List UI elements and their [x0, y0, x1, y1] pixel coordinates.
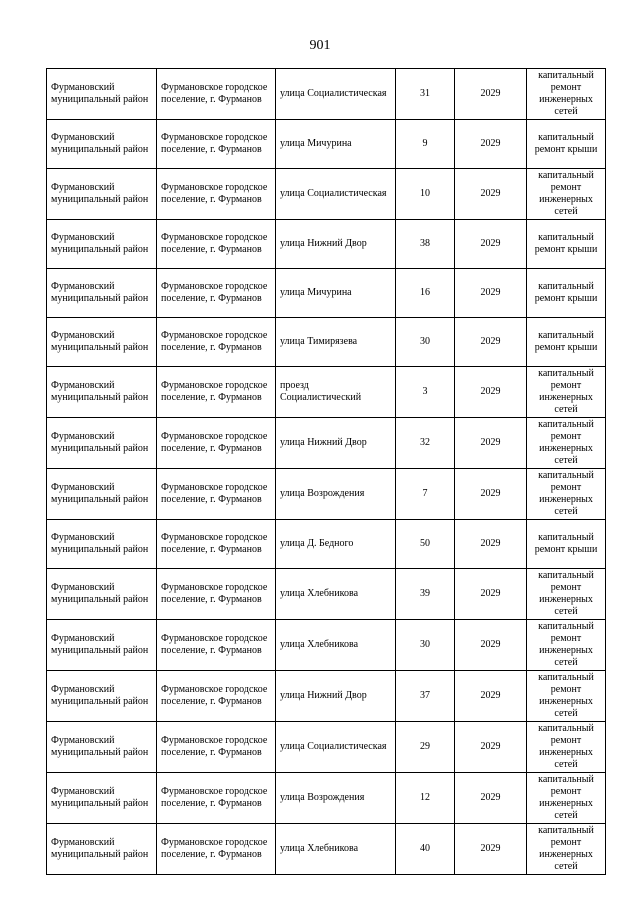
table-row	[47, 569, 606, 620]
house-number-cell: 29	[396, 722, 455, 773]
district-cell: Фурмановский муниципальный район	[47, 269, 157, 318]
table-row	[47, 824, 606, 875]
work-type-cell: капитальный ремонт инженерных сетей	[527, 773, 606, 824]
house-number-cell: 32	[396, 418, 455, 469]
work-type-cell: капитальный ремонт инженерных сетей	[527, 569, 606, 620]
settlement-cell: Фурмановское городское поселение, г. Фурманов	[157, 569, 276, 620]
work-type-cell: капитальный ремонт инженерных сетей	[527, 69, 606, 120]
district-cell: Фурмановский муниципальный район	[47, 722, 157, 773]
table-row	[47, 520, 606, 569]
district-cell: Фурмановский муниципальный район	[47, 469, 157, 520]
house-number-cell: 3	[396, 367, 455, 418]
work-type-cell: капитальный ремонт крыши	[527, 318, 606, 367]
street-cell: улица Хлебникова	[276, 824, 396, 875]
street-cell: улица Социалистическая	[276, 722, 396, 773]
house-number-cell: 37	[396, 671, 455, 722]
work-type-cell: капитальный ремонт инженерных сетей	[527, 620, 606, 671]
district-cell: Фурмановский муниципальный район	[47, 169, 157, 220]
district-cell: Фурмановский муниципальный район	[47, 418, 157, 469]
street-cell: улица Хлебникова	[276, 569, 396, 620]
street-cell: улица Мичурина	[276, 269, 396, 318]
year-cell: 2029	[455, 269, 527, 318]
district-cell: Фурмановский муниципальный район	[47, 671, 157, 722]
table-row	[47, 269, 606, 318]
district-cell: Фурмановский муниципальный район	[47, 367, 157, 418]
year-cell: 2029	[455, 367, 527, 418]
district-cell: Фурмановский муниципальный район	[47, 69, 157, 120]
district-cell: Фурмановский муниципальный район	[47, 569, 157, 620]
year-cell: 2029	[455, 671, 527, 722]
settlement-cell: Фурмановское городское поселение, г. Фурманов	[157, 620, 276, 671]
work-type-cell: капитальный ремонт инженерных сетей	[527, 367, 606, 418]
table-row	[47, 220, 606, 269]
table-row	[47, 620, 606, 671]
house-number-cell: 30	[396, 318, 455, 367]
settlement-cell: Фурмановское городское поселение, г. Фурманов	[157, 120, 276, 169]
settlement-cell: Фурмановское городское поселение, г. Фурманов	[157, 220, 276, 269]
year-cell: 2029	[455, 824, 527, 875]
work-type-cell: капитальный ремонт инженерных сетей	[527, 824, 606, 875]
table-row	[47, 169, 606, 220]
table-row	[47, 671, 606, 722]
street-cell: улица Социалистическая	[276, 69, 396, 120]
settlement-cell: Фурмановское городское поселение, г. Фурманов	[157, 469, 276, 520]
street-cell: улица Мичурина	[276, 120, 396, 169]
house-number-cell: 16	[396, 269, 455, 318]
work-type-cell: капитальный ремонт крыши	[527, 269, 606, 318]
year-cell: 2029	[455, 220, 527, 269]
district-cell: Фурмановский муниципальный район	[47, 773, 157, 824]
table-row	[47, 722, 606, 773]
settlement-cell: Фурмановское городское поселение, г. Фурманов	[157, 824, 276, 875]
settlement-cell: Фурмановское городское поселение, г. Фурманов	[157, 520, 276, 569]
work-type-cell: капитальный ремонт крыши	[527, 120, 606, 169]
house-number-cell: 38	[396, 220, 455, 269]
table-row	[47, 318, 606, 367]
house-number-cell: 39	[396, 569, 455, 620]
street-cell: улица Возрождения	[276, 469, 396, 520]
street-cell: улица Нижний Двор	[276, 671, 396, 722]
street-cell: улица Хлебникова	[276, 620, 396, 671]
year-cell: 2029	[455, 469, 527, 520]
settlement-cell: Фурмановское городское поселение, г. Фурманов	[157, 269, 276, 318]
work-type-cell: капитальный ремонт крыши	[527, 220, 606, 269]
street-cell: улица Д. Бедного	[276, 520, 396, 569]
table-row	[47, 469, 606, 520]
year-cell: 2029	[455, 520, 527, 569]
settlement-cell: Фурмановское городское поселение, г. Фурманов	[157, 671, 276, 722]
settlement-cell: Фурмановское городское поселение, г. Фурманов	[157, 318, 276, 367]
street-cell: улица Нижний Двор	[276, 418, 396, 469]
street-cell: улица Тимирязева	[276, 318, 396, 367]
year-cell: 2029	[455, 69, 527, 120]
year-cell: 2029	[455, 318, 527, 367]
district-cell: Фурмановский муниципальный район	[47, 620, 157, 671]
street-cell: проезд Социалистический	[276, 367, 396, 418]
house-number-cell: 50	[396, 520, 455, 569]
house-number-cell: 40	[396, 824, 455, 875]
registry-table-body	[47, 69, 606, 875]
house-number-cell: 12	[396, 773, 455, 824]
year-cell: 2029	[455, 418, 527, 469]
settlement-cell: Фурмановское городское поселение, г. Фурманов	[157, 367, 276, 418]
work-type-cell: капитальный ремонт инженерных сетей	[527, 169, 606, 220]
settlement-cell: Фурмановское городское поселение, г. Фурманов	[157, 69, 276, 120]
settlement-cell: Фурмановское городское поселение, г. Фурманов	[157, 722, 276, 773]
table-row	[47, 367, 606, 418]
settlement-cell: Фурмановское городское поселение, г. Фурманов	[157, 418, 276, 469]
house-number-cell: 7	[396, 469, 455, 520]
settlement-cell: Фурмановское городское поселение, г. Фурманов	[157, 169, 276, 220]
work-type-cell: капитальный ремонт инженерных сетей	[527, 671, 606, 722]
table-row	[47, 418, 606, 469]
work-type-cell: капитальный ремонт инженерных сетей	[527, 418, 606, 469]
year-cell: 2029	[455, 569, 527, 620]
district-cell: Фурмановский муниципальный район	[47, 520, 157, 569]
district-cell: Фурмановский муниципальный район	[47, 220, 157, 269]
settlement-cell: Фурмановское городское поселение, г. Фурманов	[157, 773, 276, 824]
year-cell: 2029	[455, 773, 527, 824]
house-number-cell: 30	[396, 620, 455, 671]
district-cell: Фурмановский муниципальный район	[47, 824, 157, 875]
district-cell: Фурмановский муниципальный район	[47, 120, 157, 169]
house-number-cell: 31	[396, 69, 455, 120]
year-cell: 2029	[455, 169, 527, 220]
table-row	[47, 773, 606, 824]
page-number: 901	[309, 38, 331, 53]
year-cell: 2029	[455, 722, 527, 773]
district-cell: Фурмановский муниципальный район	[47, 318, 157, 367]
year-cell: 2029	[455, 620, 527, 671]
work-type-cell: капитальный ремонт инженерных сетей	[527, 722, 606, 773]
year-cell: 2029	[455, 120, 527, 169]
street-cell: улица Социалистическая	[276, 169, 396, 220]
registry-table	[46, 68, 606, 875]
table-row	[47, 69, 606, 120]
house-number-cell: 9	[396, 120, 455, 169]
work-type-cell: капитальный ремонт крыши	[527, 520, 606, 569]
house-number-cell: 10	[396, 169, 455, 220]
work-type-cell: капитальный ремонт инженерных сетей	[527, 469, 606, 520]
street-cell: улица Возрождения	[276, 773, 396, 824]
table-row	[47, 120, 606, 169]
street-cell: улица Нижний Двор	[276, 220, 396, 269]
